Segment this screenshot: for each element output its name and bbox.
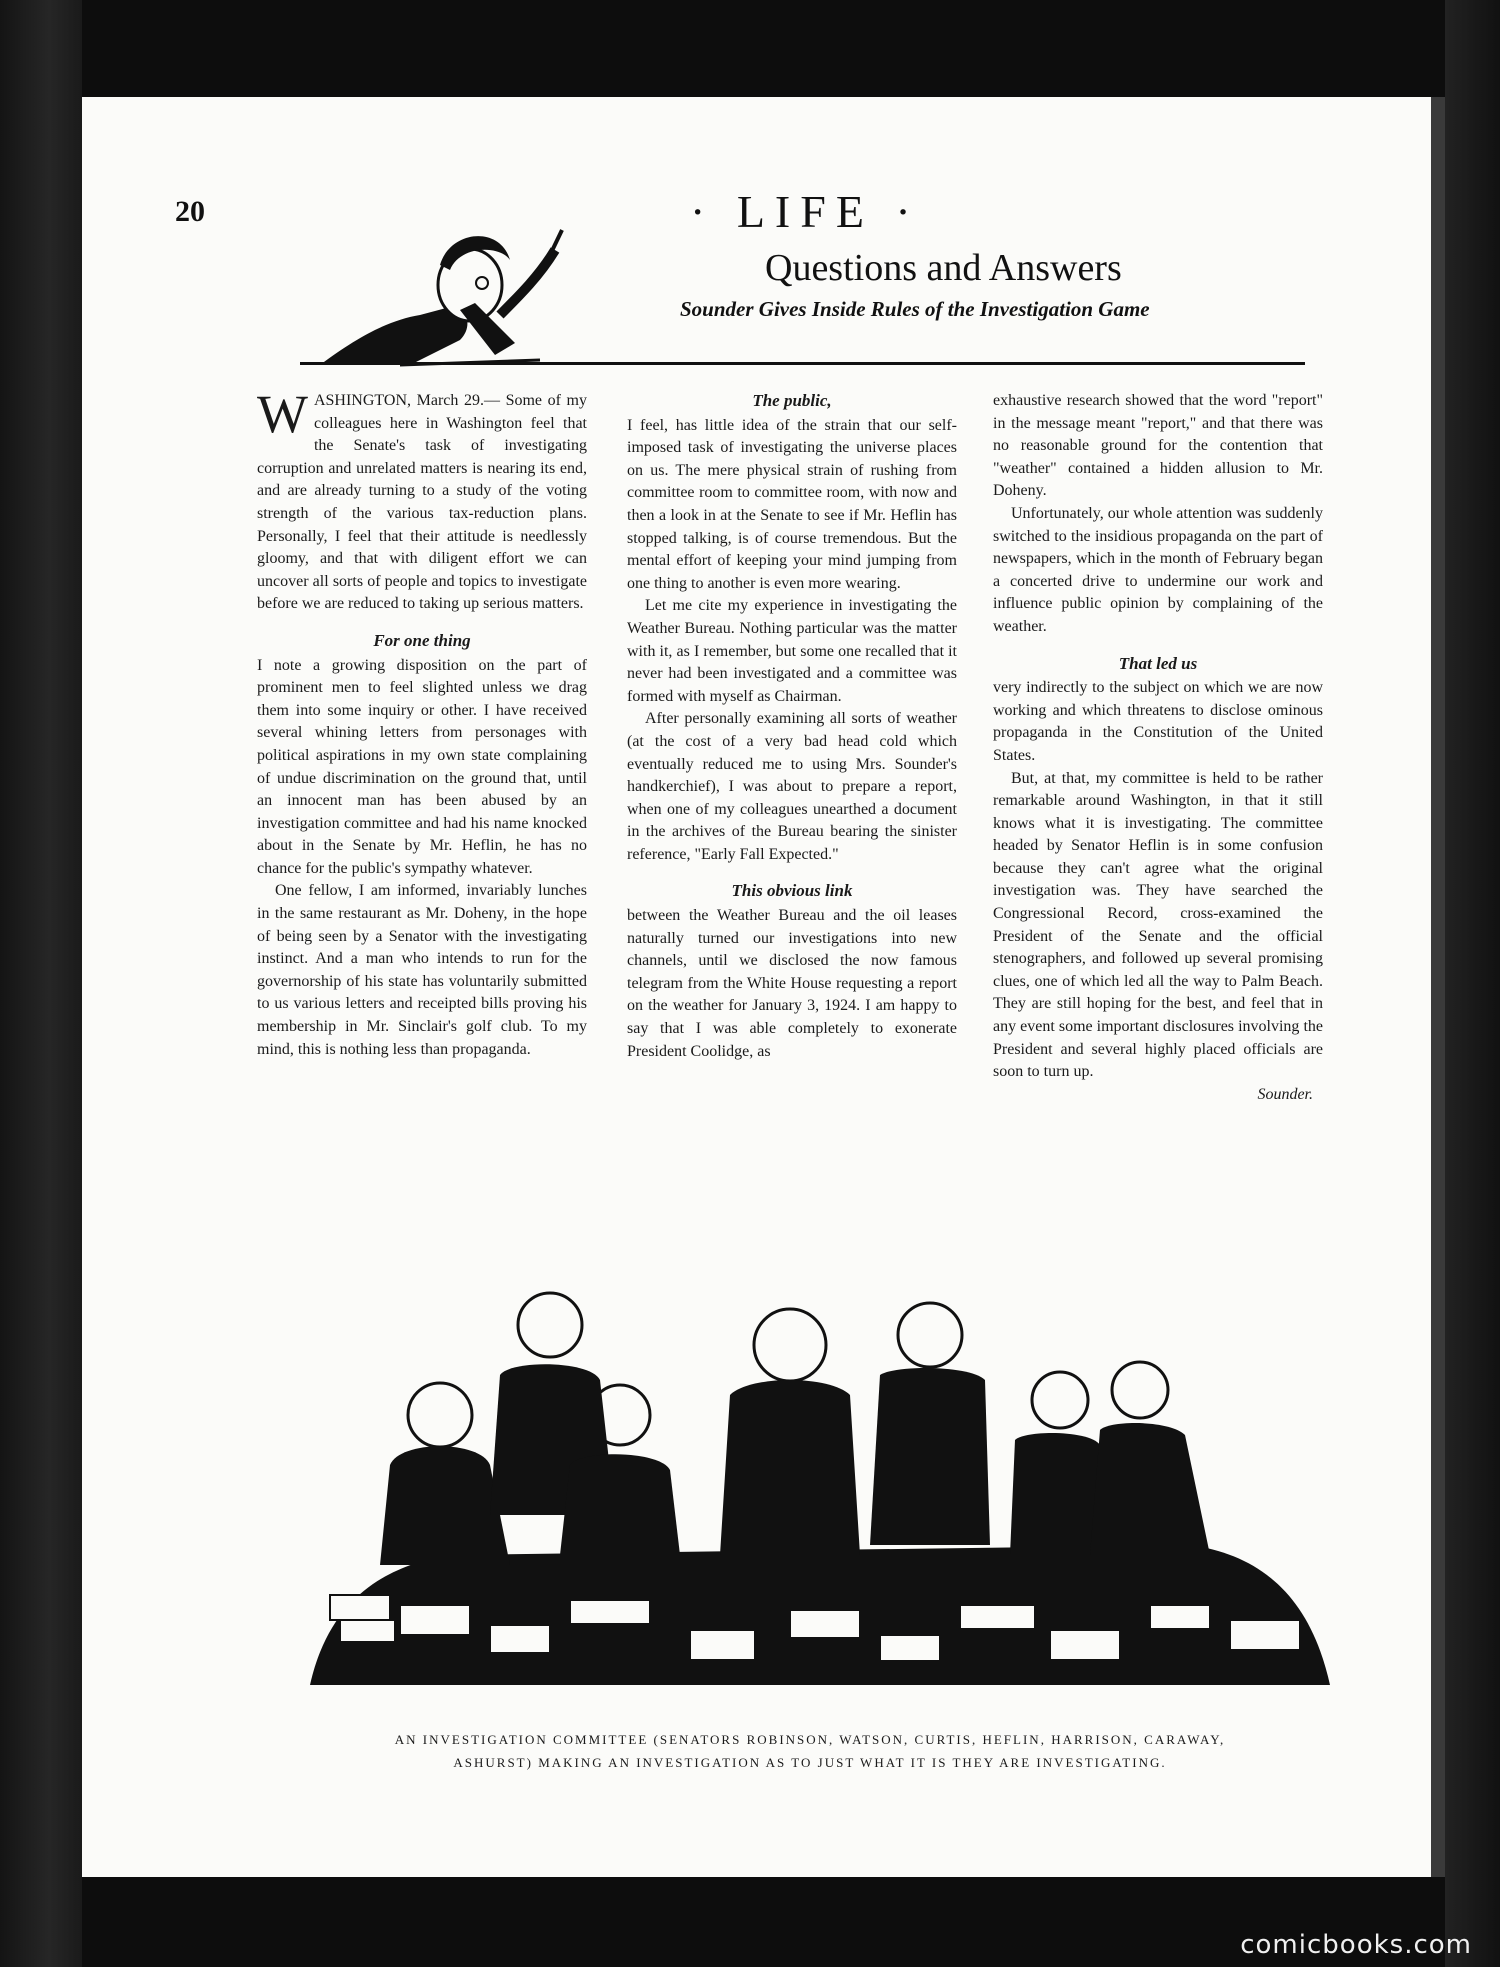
article-subhead: This obvious link	[731, 881, 853, 901]
drop-cap: W	[257, 384, 308, 444]
article-paragraph: Unfortunately, our whole attention was suddenly switched to the insidious propaganda on the part of newspapers, which in the month of February began a concerted drive to undermine our work and influence public opinion by complaining of the weather.	[993, 504, 1323, 635]
article-subhead: That led us	[1118, 653, 1198, 673]
header-cartoon-illustration	[300, 215, 600, 375]
page-number: 20	[175, 195, 205, 228]
article-paragraph: WASHINGTON, March 29.— Some of my colleagues here in Washington feel that the Senate's task of investigating corruption and unrelated matters is nearing its end, and are already turning to a study of the voting strength of the various tax-reduction plans. Personally, I feel that their attitude is needlessly gloomy, and that with diligent effort we can uncover all sorts of people and topics to investigate before we are reduced to taking up serious matters.	[257, 384, 587, 613]
committee-cartoon-illustration	[270, 1265, 1370, 1705]
article-paragraph: I feel, has little idea of the strain that our self-imposed task of investigating the universe places on us. The mere physical strain of rushing from committee room to committee room, with now and then a look in at the Senate to see if Mr. Heflin has stopped talking, is of course tremendous. But the mental effort of keeping your mind jumping from one thing to another is even more wearing.	[627, 416, 957, 592]
article-paragraph: I note a growing disposition on the part of prominent men to feel slighted unless we drag them into some inquiry or other. I have received several whining letters from personages with political aspirations in my own state complaining of undue discrimination on the ground that, until an innocent man has been abused by an investigation committee and had his name knocked about in the Senate by Mr. Heflin, he has no chance for the public's sympathy whatever.	[257, 656, 587, 877]
article-paragraph: But, at that, my committee is held to be rather remarkable around Washington, in that it still knows what it is investigating. The committee headed by Senator Heflin is in some confusion because they can't agree what the original investigation was. They have searched the Congressional Record, cross-examined the President of the Senate and the official stenographers, and followed up several promising clues, one of which led all the way to Palm Beach. They are still hoping for the best, and feel that in any event some important disclosures involving the President and several highly placed officials are soon to turn up.	[993, 769, 1323, 1081]
article-subhead: For one thing	[373, 630, 471, 650]
scan-right-edge	[1445, 0, 1500, 1967]
article-paragraph: Let me cite my experience in investigating the Weather Bureau. Nothing particular was the matter with it, as I remember, but some one recalled that it never had been investigated and a committee was formed with myself as Chairman.	[627, 597, 957, 705]
article-subheadline: Sounder Gives Inside Rules of the Investigation Game	[680, 297, 1150, 321]
illustration-caption: AN INVESTIGATION COMMITTEE (SENATORS ROBINSON, WATSON, CURTIS, HEFLIN, HARRISON, CARAWAY, ASHURST) MAKING AN INVESTIGATION AS TO JUST WHAT IT IS THEY ARE INVESTIGATING.	[394, 1732, 1226, 1770]
article-headline: Questions and Answers	[765, 247, 1122, 289]
header-rule	[300, 362, 1305, 365]
article-column-2	[627, 390, 957, 1063]
article-paragraph: very indirectly to the subject on which we are now working and which threatens to disclose ominous propaganda in the Constitution of the United States.	[993, 679, 1323, 764]
article-paragraph: between the Weather Bureau and the oil leases naturally turned our investigations into new channels, until we disclosed the now famous telegram from the White House requesting a report on the weather for January 3, 1924. I am happy to say that I was able completely to exonerate President Coolidge, as	[627, 907, 957, 1060]
article-paragraph: One fellow, I am informed, invariably lunches in the same restaurant as Mr. Doheny, in the hope of being seen by a Senator with the investigating instinct. And a man who intends to run for the governorship of his state has voluntarily submitted to us various letters and receipted bills proving his membership in Mr. Sinclair's golf club. To my mind, this is nothing less than propaganda.	[257, 882, 587, 1058]
watermark: comicbooks.com	[1240, 1930, 1472, 1960]
article-paragraph: After personally examining all sorts of weather (at the cost of a very bad head cold which eventually reduced me to using Mrs. Sounder's handkerchief), I was about to prepare a report, when one of my colleagues unearthed a document in the archives of the Bureau bearing the sinister reference, "Early Fall Expected."	[627, 710, 957, 863]
article-column-3	[993, 390, 1323, 1106]
article-paragraph: exhaustive research showed that the word "report" in the message meant "report," and that there was no reasonable ground for the contention that "weather" contained a hidden allusion to Mr. Doheny.	[993, 392, 1323, 500]
author-signature: Sounder.	[1257, 1085, 1313, 1103]
scan-binding-edge	[0, 0, 82, 1967]
article-subhead: The public,	[752, 391, 832, 410]
magazine-title: · LIFE ·	[690, 186, 921, 237]
article-column-1	[257, 384, 587, 1061]
